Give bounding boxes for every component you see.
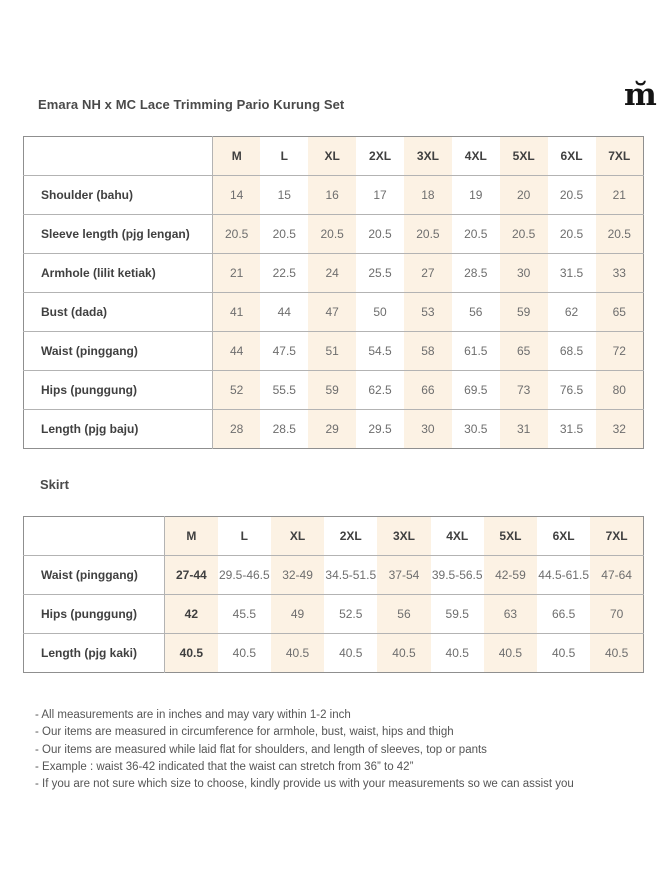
size-value-cell: 19 [452, 176, 500, 215]
table-row [24, 410, 644, 449]
size-value-cell: 30.5 [452, 410, 500, 449]
size-value-cell: 20.5 [500, 215, 548, 254]
size-value-cell: 44 [213, 332, 261, 371]
size-column-header: 4XL [464, 149, 487, 163]
size-value-cell: 20.5 [308, 215, 356, 254]
size-value-cell: 29 [308, 410, 356, 449]
size-value-cell: 42 [165, 595, 218, 634]
size-column-header: 6XL [552, 529, 575, 543]
size-value-cell: 20.5 [404, 215, 452, 254]
size-value-cell: 14 [213, 176, 261, 215]
size-value-cell: 20.5 [452, 215, 500, 254]
size-column-header: 6XL [560, 149, 583, 163]
row-label: Bust (dada) [24, 293, 213, 332]
table-row [24, 371, 644, 410]
size-column-header: L [240, 529, 248, 543]
size-value-cell: 76.5 [548, 371, 596, 410]
size-value-cell: 20 [500, 176, 548, 215]
size-value-cell: 30 [404, 410, 452, 449]
size-value-cell: 25.5 [356, 254, 404, 293]
size-value-cell: 65 [596, 293, 644, 332]
size-value-cell: 29.5 [356, 410, 404, 449]
size-value-cell: 20.5 [596, 215, 644, 254]
size-value-cell: 65 [500, 332, 548, 371]
size-value-cell: 63 [484, 595, 537, 634]
row-label: Waist (pinggang) [24, 332, 213, 371]
size-value-cell: 40.5 [484, 634, 537, 673]
row-label: Waist (pinggang) [24, 556, 165, 595]
row-label: Hips (punggung) [24, 595, 165, 634]
size-value-cell: 59.5 [431, 595, 484, 634]
size-value-cell: 34.5-51.5 [324, 556, 377, 595]
row-label: Shoulder (bahu) [24, 176, 213, 215]
size-column-header: L [280, 149, 288, 163]
size-value-cell: 15 [260, 176, 308, 215]
size-column-header: XL [289, 529, 306, 543]
size-value-cell: 66 [404, 371, 452, 410]
size-value-cell: 47.5 [260, 332, 308, 371]
size-value-cell: 40.5 [271, 634, 324, 673]
row-label: Length (pjg kaki) [24, 634, 165, 673]
row-label: Length (pjg baju) [24, 410, 213, 449]
size-value-cell: 72 [596, 332, 644, 371]
size-value-cell: 40.5 [377, 634, 430, 673]
skirt-heading: Skirt [40, 477, 69, 492]
size-value-cell: 31.5 [548, 254, 596, 293]
size-value-cell: 17 [356, 176, 404, 215]
size-value-cell: 40.5 [431, 634, 484, 673]
page-title: Emara NH x MC Lace Trimming Pario Kurung Set [38, 97, 345, 112]
corner-cell [24, 137, 213, 176]
row-label: Hips (punggung) [24, 371, 213, 410]
size-value-cell: 70 [590, 595, 643, 634]
size-value-cell: 59 [500, 293, 548, 332]
size-value-cell: 37-54 [377, 556, 430, 595]
size-column-header: M [231, 149, 242, 163]
size-value-cell: 40.5 [590, 634, 643, 673]
size-value-cell: 40.5 [324, 634, 377, 673]
size-value-cell: 41 [213, 293, 261, 332]
size-table [23, 136, 644, 449]
size-column-header: 5XL [499, 529, 522, 543]
size-value-cell: 56 [377, 595, 430, 634]
size-value-cell: 56 [452, 293, 500, 332]
size-value-cell: 52 [213, 371, 261, 410]
size-value-cell: 69.5 [452, 371, 500, 410]
size-value-cell: 80 [596, 371, 644, 410]
note-line: - All measurements are in inches and may vary within 1-2 inch [35, 709, 351, 721]
size-value-cell: 45.5 [218, 595, 271, 634]
size-column-header: 2XL [339, 529, 362, 543]
size-value-cell: 20.5 [548, 215, 596, 254]
size-column-header: XL [324, 149, 340, 163]
size-value-cell: 53 [404, 293, 452, 332]
table-row [24, 176, 644, 215]
size-value-cell: 20.5 [548, 176, 596, 215]
size-value-cell: 66.5 [537, 595, 590, 634]
table-row [24, 332, 644, 371]
size-value-cell: 50 [356, 293, 404, 332]
size-value-cell: 39.5-56.5 [431, 556, 484, 595]
skirt-size-table [23, 516, 644, 673]
size-value-cell: 42-59 [484, 556, 537, 595]
note-line: - Our items are measured while laid flat for shoulders, and length of sleeves, top or pants [35, 743, 487, 756]
notes [35, 707, 635, 793]
table-row [24, 215, 644, 254]
size-column-header: 2XL [369, 149, 392, 163]
size-value-cell: 47-64 [590, 556, 643, 595]
note-line: - Our items are measured in circumference for armhole, bust, waist, hips and thigh [35, 726, 454, 739]
row-label: Sleeve length (pjg lengan) [24, 215, 213, 254]
size-value-cell: 40.5 [165, 634, 218, 673]
table-row [24, 556, 644, 595]
size-value-cell: 44 [260, 293, 308, 332]
size-value-cell: 62 [548, 293, 596, 332]
size-value-cell: 61.5 [452, 332, 500, 371]
size-value-cell: 31.5 [548, 410, 596, 449]
note-line: - If you are not sure which size to choose, kindly provide us with your measurements so we can assist you [35, 778, 574, 791]
size-column-header: M [186, 529, 197, 543]
table-row [24, 293, 644, 332]
size-value-cell: 30 [500, 254, 548, 293]
size-value-cell: 40.5 [218, 634, 271, 673]
size-value-cell: 16 [308, 176, 356, 215]
size-value-cell: 20.5 [213, 215, 261, 254]
size-value-cell: 22.5 [260, 254, 308, 293]
size-value-cell: 27 [404, 254, 452, 293]
size-value-cell: 20.5 [260, 215, 308, 254]
size-value-cell: 55.5 [260, 371, 308, 410]
size-value-cell: 21 [213, 254, 261, 293]
size-column-header: 7XL [608, 149, 631, 163]
top-size-table [23, 136, 644, 449]
corner-cell [24, 517, 165, 556]
size-value-cell: 24 [308, 254, 356, 293]
size-column-header: 3XL [392, 529, 415, 543]
size-column-header: 5XL [512, 149, 535, 163]
size-value-cell: 32-49 [271, 556, 324, 595]
size-value-cell: 40.5 [537, 634, 590, 673]
size-value-cell: 31 [500, 410, 548, 449]
size-value-cell: 20.5 [356, 215, 404, 254]
table-row [24, 254, 644, 293]
table-row [24, 595, 644, 634]
size-value-cell: 73 [500, 371, 548, 410]
size-value-cell: 21 [596, 176, 644, 215]
size-column-header: 7XL [605, 529, 628, 543]
size-value-cell: 54.5 [356, 332, 404, 371]
size-value-cell: 49 [271, 595, 324, 634]
table-row [24, 634, 644, 673]
brand-logo: m̆ [624, 77, 657, 113]
size-value-cell: 59 [308, 371, 356, 410]
size-value-cell: 28.5 [452, 254, 500, 293]
size-value-cell: 29.5-46.5 [218, 556, 271, 595]
size-value-cell: 52.5 [324, 595, 377, 634]
size-value-cell: 28 [213, 410, 261, 449]
size-value-cell: 44.5-61.5 [537, 556, 590, 595]
size-value-cell: 62.5 [356, 371, 404, 410]
size-column-header: 3XL [416, 149, 439, 163]
size-table [23, 516, 644, 673]
size-value-cell: 33 [596, 254, 644, 293]
size-value-cell: 18 [404, 176, 452, 215]
size-value-cell: 28.5 [260, 410, 308, 449]
row-label: Armhole (lilit ketiak) [24, 254, 213, 293]
size-value-cell: 27-44 [165, 556, 218, 595]
note-line: - Example : waist 36-42 indicated that the waist can stretch from 36” to 42” [35, 760, 414, 773]
size-value-cell: 51 [308, 332, 356, 371]
size-value-cell: 68.5 [548, 332, 596, 371]
size-column-header: 4XL [446, 529, 469, 543]
size-value-cell: 58 [404, 332, 452, 371]
size-value-cell: 32 [596, 410, 644, 449]
size-value-cell: 47 [308, 293, 356, 332]
